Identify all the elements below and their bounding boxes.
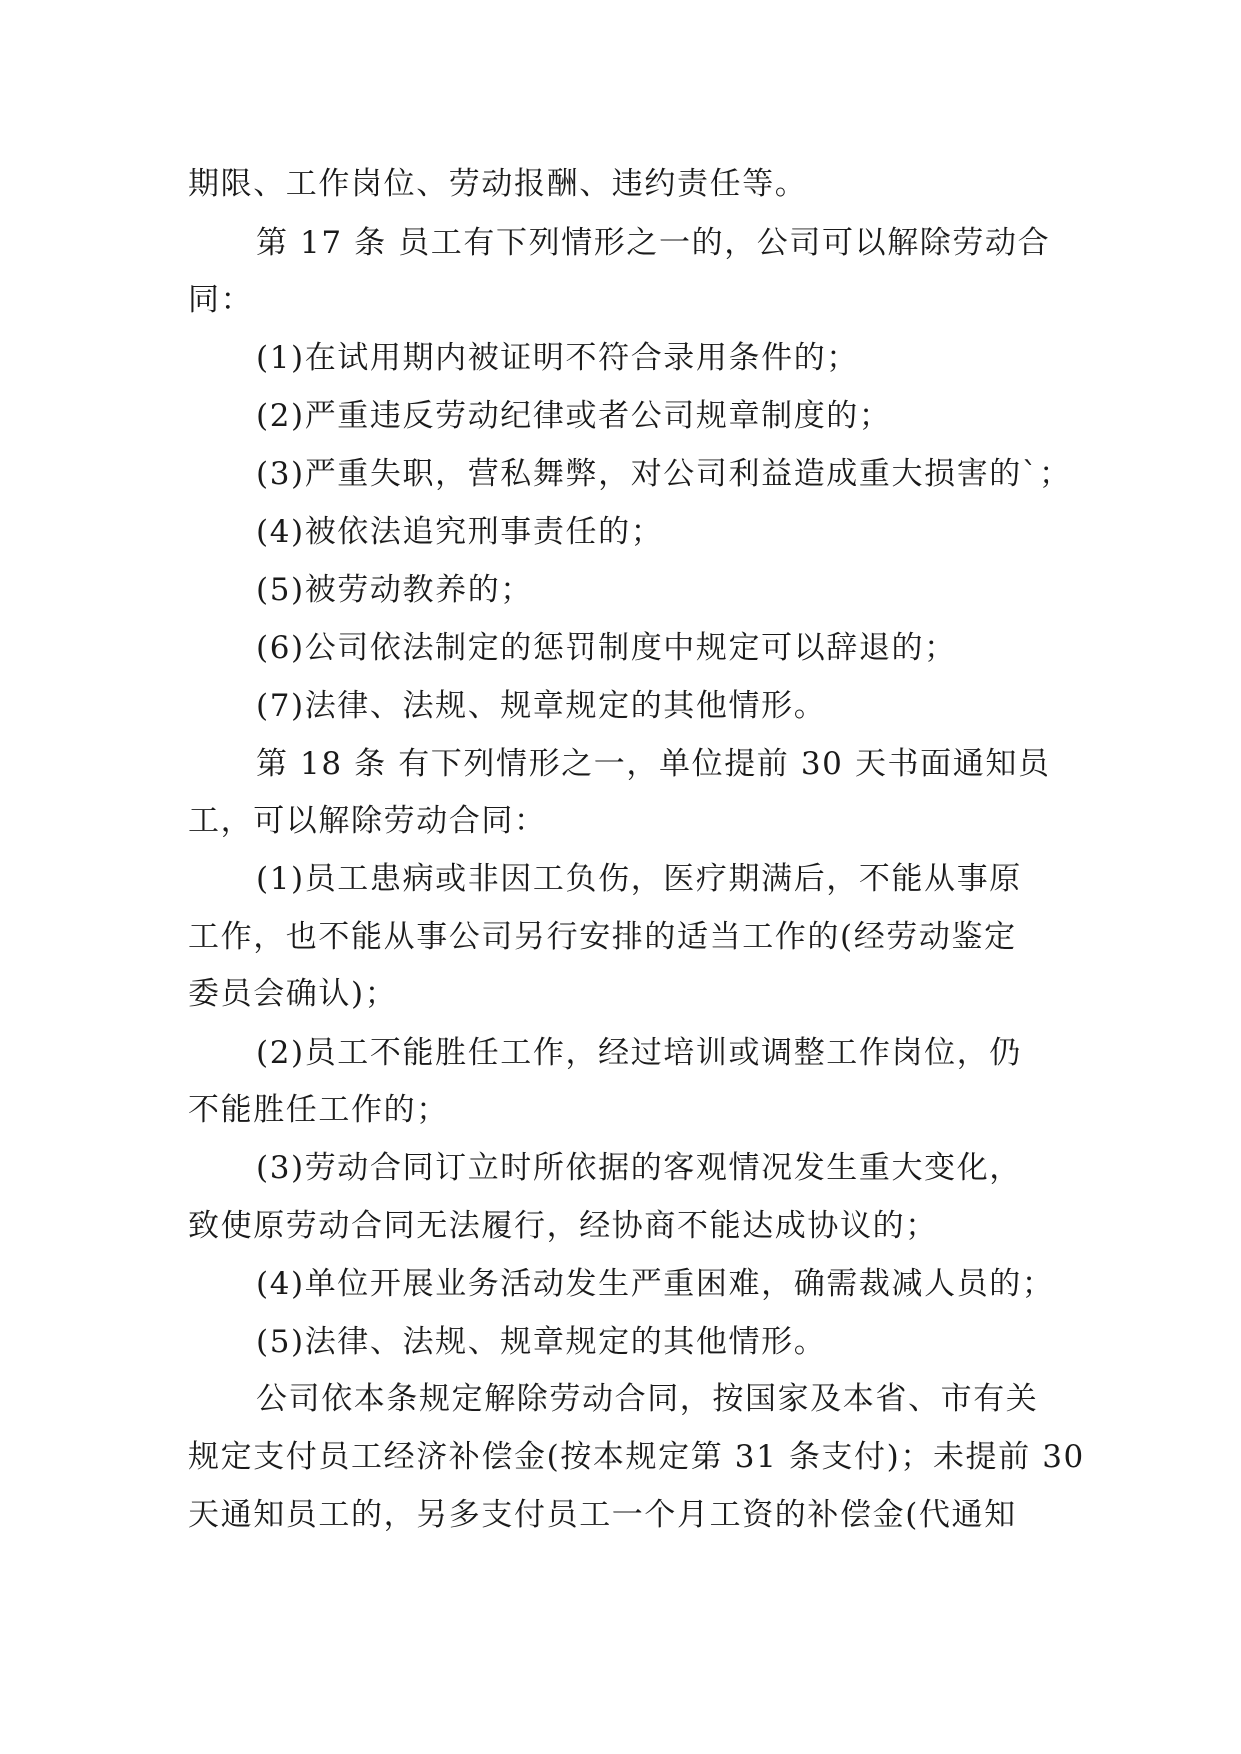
text-line: 同： bbox=[188, 282, 254, 318]
text-line: 期限、工作岗位、劳动报酬、违约责任等。 bbox=[188, 166, 808, 202]
paragraph-line: 公司依本条规定解除劳动合同，按国家及本省、市有关 bbox=[256, 1381, 1039, 1417]
list-item: (6)公司依法制定的惩罚制度中规定可以辞退的； bbox=[256, 630, 957, 666]
list-item: (7)法律、法规、规章规定的其他情形。 bbox=[256, 688, 827, 724]
text-line: 不能胜任工作的； bbox=[188, 1092, 449, 1128]
list-item: (4)被依法追究刑事责任的； bbox=[256, 514, 664, 550]
list-item: (1)在试用期内被证明不符合录用条件的； bbox=[256, 340, 859, 376]
article-17-heading: 第 17 条 员工有下列情形之一的，公司可以解除劳动合 bbox=[256, 225, 1051, 261]
text-line: 委员会确认)； bbox=[188, 976, 398, 1012]
list-item: (4)单位开展业务活动发生严重困难，确需裁减人员的； bbox=[256, 1266, 1055, 1302]
list-item: (5)法律、法规、规章规定的其他情形。 bbox=[256, 1324, 827, 1360]
text-line: 工作，也不能从事公司另行安排的适当工作的(经劳动鉴定 bbox=[188, 919, 1017, 955]
text-line: 工，可以解除劳动合同： bbox=[188, 803, 547, 839]
text-line: 天通知员工的，另多支付员工一个月工资的补偿金(代通知 bbox=[188, 1497, 1017, 1533]
list-item: (2)严重违反劳动纪律或者公司规章制度的； bbox=[256, 398, 892, 434]
article-18-heading: 第 18 条 有下列情形之一，单位提前 30 天书面通知员 bbox=[256, 746, 1051, 782]
list-item: (5)被劳动教养的； bbox=[256, 572, 533, 608]
list-item: (3)严重失职，营私舞弊，对公司利益造成重大损害的`； bbox=[256, 456, 1072, 492]
text-line: 规定支付员工经济补偿金(按本规定第 31 条支付)；未提前 30 bbox=[188, 1439, 1085, 1475]
list-item: (1)员工患病或非因工负伤，医疗期满后，不能从事原 bbox=[256, 861, 1022, 897]
text-line: 致使原劳动合同无法履行，经协商不能达成协议的； bbox=[188, 1208, 938, 1244]
list-item: (2)员工不能胜任工作，经过培训或调整工作岗位，仍 bbox=[256, 1035, 1022, 1071]
list-item: (3)劳动合同订立时所依据的客观情况发生重大变化， bbox=[256, 1150, 1022, 1186]
